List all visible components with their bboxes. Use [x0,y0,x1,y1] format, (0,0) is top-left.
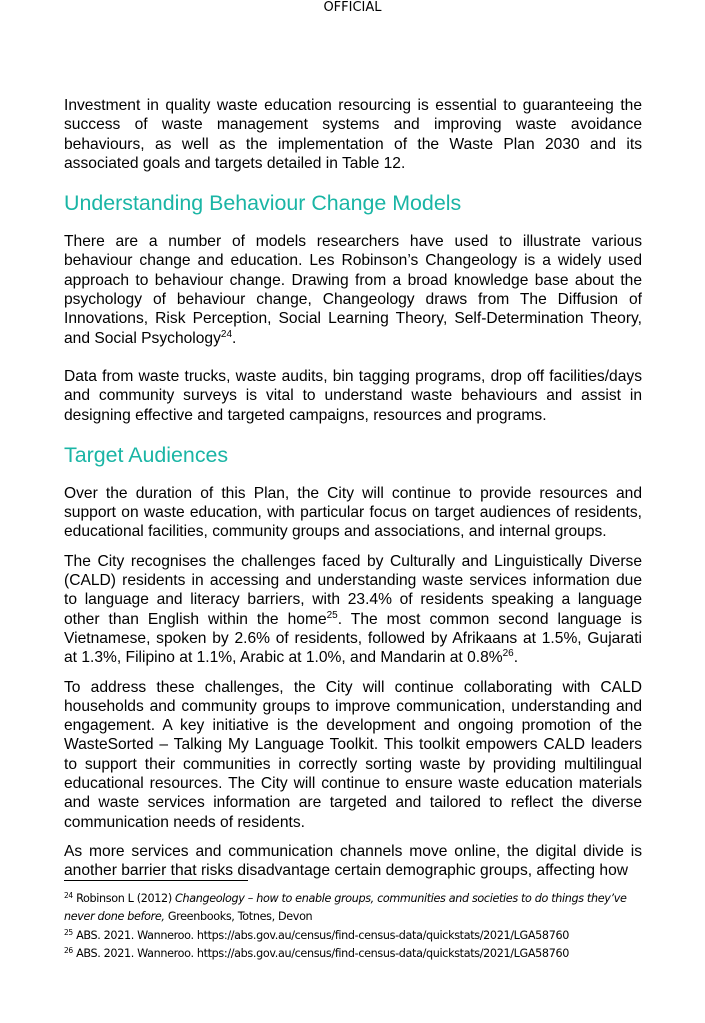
paragraph-text: The City recognises the challenges faced by Culturally and Linguistically Diverse (CALD) residents in accessing and understanding waste services information due to language and literacy barriers, with 23.4% of residents speaking a language other than English within the home [64,552,642,628]
paragraph-end: . [232,329,237,347]
data-sources-paragraph: Data from waste trucks, waste audits, bin tagging programs, drop off facilities/days and community surveys is vital to understand waste behaviours and assist in designing effective and targeted campaigns, resources and programs. [64,367,642,424]
footnote-text: Greenbooks, Totnes, Devon [164,910,313,924]
footnote-ref-26[interactable]: 26 [502,648,514,660]
footnote-25 [64,927,644,945]
paragraph-text: There are a number of models researchers have used to illustrate various behaviour change and education. Les Robinson’s Changeology is a widely used approach to behaviour change. Drawing from a broad knowledge base about the psychology of behaviour change, Changeology draws from The Diffusion of Innovations, Risk Perception, Social Learning Theory, Self-Determination Theory, and Social Psychology [64,233,642,347]
footnote-link[interactable]: ABS. 2021. Wanneroo. https://abs.gov.au/census/find-census-data/quickstats/2021/LGA58760 [76,928,569,942]
footnote-link[interactable]: ABS. 2021. Wanneroo. https://abs.gov.au/census/find-census-data/quickstats/2021/LGA58760 [76,947,569,961]
intro-paragraph: Investment in quality waste education resourcing is essential to guaranteeing the success of waste management systems and improving waste avoidance behaviours, as well as the implementation of the Waste Plan 2030 and its associated goals and targets detailed in Table 12. [64,97,642,172]
paragraph-text: . The most common second language is Vietnamese, spoken by 2.6% of residents, followed by Afrikaans at 1.5%, Gujarati at 1.3%, Filipino at 1.1%, Arabic at 1.0%, and Mandarin at 0.8% [64,610,642,667]
cald-collaboration-paragraph: To address these challenges, the City will continue collaborating with CALD households and community groups to improve communication, understanding and engagement. A key initiative is the development and ongoing promotion of the WasteSorted – Talking My Language Toolkit. This toolkit empowers CALD leaders to support their communities in correctly sorting waste by providing multilingual educational resources. The City will continue to ensure waste education materials and waste services information are targeted and tailored to reflect the diverse communication needs of residents. [64,678,642,831]
footnote-26 [64,945,644,963]
behaviour-models-paragraph [64,232,642,348]
footnote-number: 25 [64,927,73,937]
document-body [64,96,642,881]
classification-marking: OFFICIAL [323,0,382,15]
target-audiences-paragraph: Over the duration of this Plan, the City will continue to provide resources and support on waste education, with particular focus on target audiences of residents, educational facilities, community groups and associations, and internal groups. [64,484,642,541]
footnote-ref-25[interactable]: 25 [326,609,338,621]
section-heading-target-audiences: Target Audiences [64,442,229,467]
cald-challenges-paragraph [64,552,642,668]
section-heading-behaviour-change: Understanding Behaviour Change Models [64,191,462,216]
footnote-text: Robinson L (2012) [76,892,176,905]
footnote-24 [64,890,644,927]
footnote-separator [64,880,248,881]
paragraph-end: . [513,649,519,667]
footnote-ref-24[interactable]: 24 [220,328,233,340]
footnotes [64,880,644,964]
footnote-number: 26 [64,946,73,956]
footnote-number: 24 [64,891,73,900]
digital-divide-paragraph: As more services and communication channels move online, the digital divide is another barrier that risks disadvantage certain demographic groups, affecting how [64,842,642,880]
footnote-title: Changeology – how to enable groups, communities and societies to do things they’ve never done before, [64,892,627,924]
